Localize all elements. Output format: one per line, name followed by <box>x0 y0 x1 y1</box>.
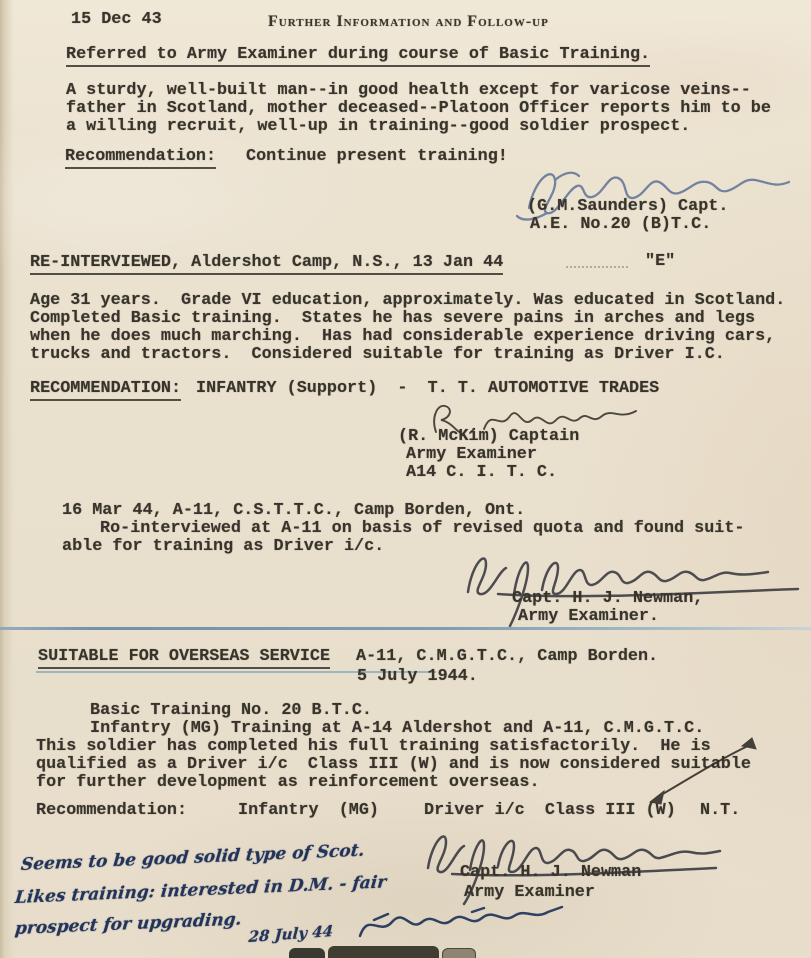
section3-signature-name: Capt. H. J. Newman, <box>512 589 704 608</box>
faint-dots <box>566 266 628 268</box>
section2-signature-unit: A14 C. I. T. C. <box>406 463 558 482</box>
section2-signature-name: (R. McKim) Captain <box>398 427 580 446</box>
section4-heading-location: A-11, C.M.G.T.C., Camp Borden. <box>356 647 659 666</box>
section4-recommendation-driver: Driver i/c Class III (W) <box>424 801 676 820</box>
section4-date: 5 July 1944. <box>357 667 478 686</box>
section2-heading: RE-INTERVIEWED, Aldershot Camp, N.S., 13 Jan 44 <box>30 254 503 275</box>
section2-recommendation-text: INFANTRY (Support) - T. T. AUTOMOTIVE TRADES <box>196 379 660 398</box>
section4-line: Infantry (MG) Training at A-14 Aldershot and A-11, C.M.G.T.C. <box>90 719 705 738</box>
section4-line: qualified as a Driver i/c Class III (W) and is now considered suitable <box>36 755 751 774</box>
bottom-toolbar-button-1[interactable] <box>289 948 325 958</box>
handwritten-note-line: prospect for upgrading. <box>14 909 243 939</box>
section3-line: able for training as Driver i/c. <box>62 537 385 556</box>
section4-line: This soldier has completed his full training satisfactorily. He is <box>36 737 711 756</box>
section3-line: Ro-interviewed at A-11 on basis of revised quota and found suit- <box>100 519 745 538</box>
section1-signature-unit: A.E. No.20 (B)T.C. <box>530 215 712 234</box>
section1-paragraph-line: A sturdy, well-built man--in good health except for varicose veins-- <box>66 81 751 100</box>
page-title: Further Information and Follow-up <box>268 13 549 30</box>
section1-recommendation-label: Recommendation: <box>65 148 216 169</box>
section4-line: Basic Training No. 20 B.T.C. <box>90 701 372 720</box>
section4-line: for further development as reinforcement overseas. <box>36 773 540 792</box>
document-date: 15 Dec 43 <box>71 10 162 29</box>
bottom-toolbar-button-3[interactable] <box>442 948 476 958</box>
handwritten-signature-icon <box>352 900 567 946</box>
section3-line: 16 Mar 44, A-11, C.S.T.T.C., Camp Borden, Ont. <box>62 501 526 520</box>
grade-mark: "E" <box>645 252 676 271</box>
section2-paragraph-line: trucks and tractors. Considered suitable for training as Driver I.C. <box>30 345 725 364</box>
section4-heading: SUITABLE FOR OVERSEAS SERVICE <box>38 648 330 669</box>
section2-signature-role: Army Examiner <box>406 445 537 464</box>
section4-signature-name: Capt. H. J. Newman <box>460 863 642 882</box>
section2-paragraph-line: Completed Basic training. States he has severe pains in arches and legs <box>30 309 756 328</box>
handwritten-note-line: Likes training: interested in D.M. - fair <box>14 872 388 908</box>
section4-recommendation-infantry: Infantry (MG) <box>238 801 379 820</box>
section3-signature-role: Army Examiner. <box>518 607 659 626</box>
section2-recommendation-label: RECOMMENDATION: <box>30 380 181 401</box>
handwritten-note-line: Seems to be good solid type of Scot. <box>20 840 366 875</box>
section1-paragraph-line: father in Scotland, mother deceased--Platoon Officer reports him to be <box>66 99 771 118</box>
section4-recommendation-label: Recommendation: <box>36 801 188 820</box>
handwritten-date: 28 July 44 <box>248 921 334 946</box>
section2-paragraph-line: when he does much marching. Has had considerable experience driving cars, <box>30 327 776 346</box>
section4-signature-role: Army Examiner <box>464 883 595 902</box>
section1-heading: Referred to Army Examiner during course of Basic Training. <box>66 46 650 67</box>
section1-paragraph-line: a willing recruit, well-up in training--good soldier prospect. <box>66 117 691 136</box>
blue-rule-divider <box>0 627 811 630</box>
section1-recommendation-text: Continue present training! <box>246 147 508 166</box>
section4-recommendation-nt: N.T. <box>700 801 741 820</box>
pen-arrow-icon <box>640 736 758 810</box>
bottom-toolbar-button-2[interactable] <box>328 946 439 958</box>
section2-paragraph-line: Age 31 years. Grade VI education, approximately. Was educated in Scotland. <box>30 291 786 310</box>
section1-signature-name: (G.M.Saunders) Capt. <box>527 197 729 216</box>
